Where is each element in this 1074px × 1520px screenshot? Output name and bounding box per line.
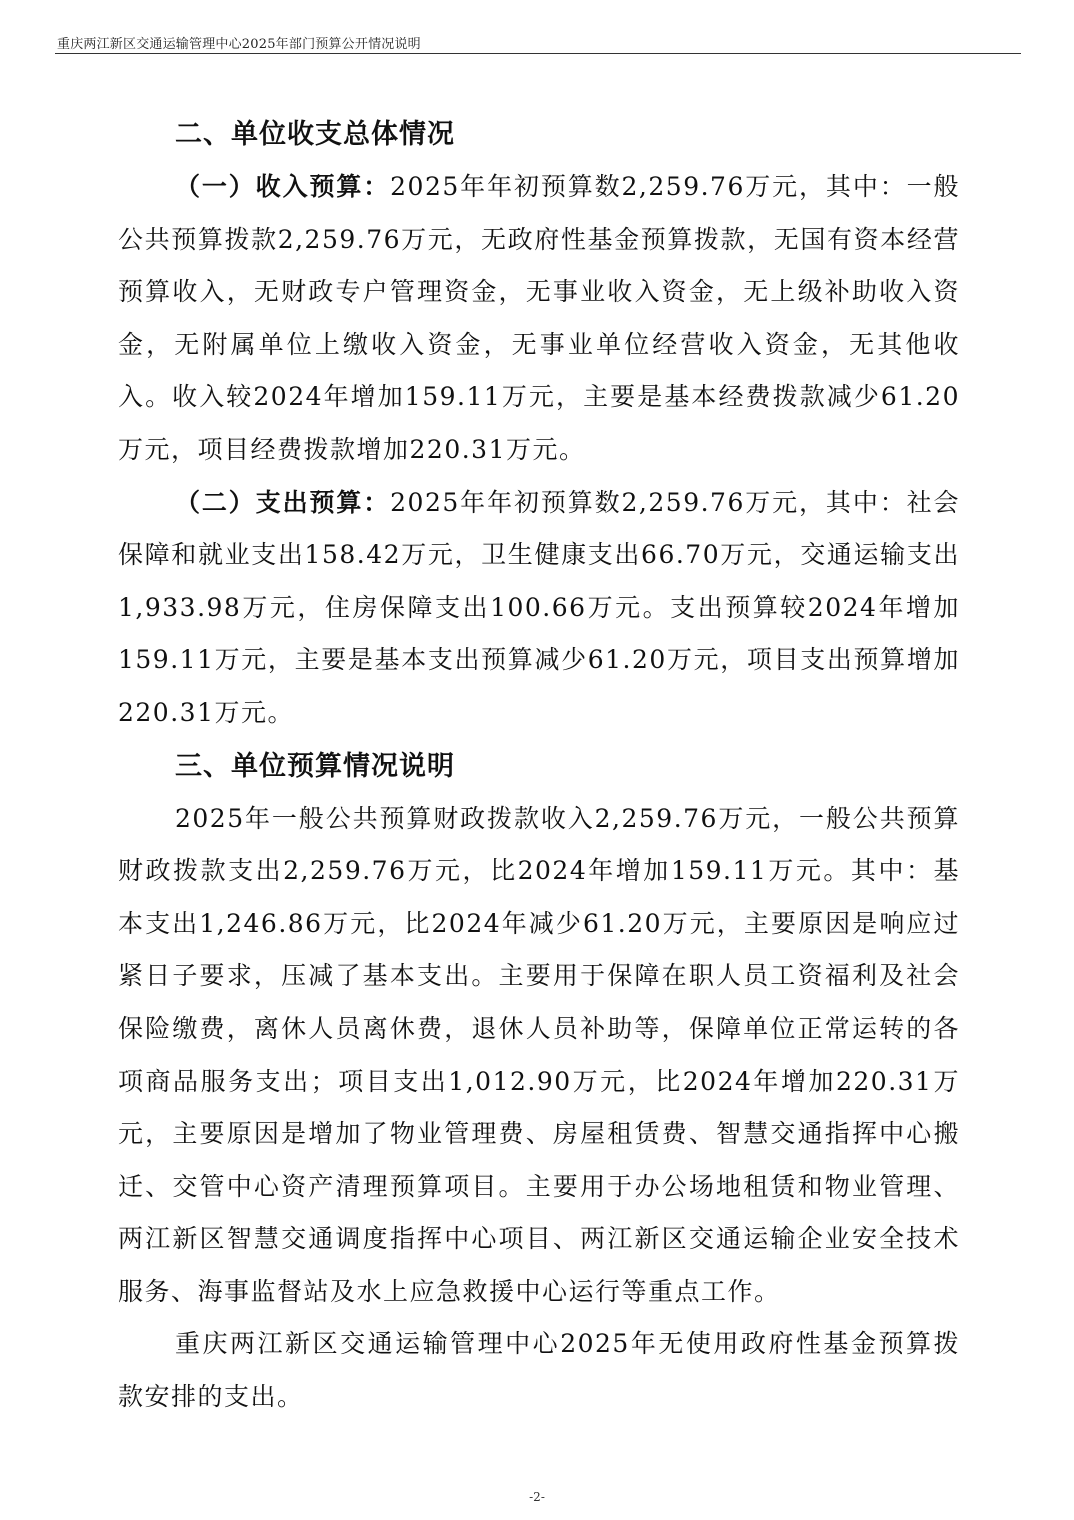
income-budget-lead: （一）收入预算：	[175, 172, 391, 201]
section-heading-budget: 三、单位预算情况说明	[175, 750, 455, 782]
expense-budget-lead: （二）支出预算：	[175, 487, 391, 517]
document-body	[118, 108, 960, 1424]
expense-budget-text: 2025年年初预算数2,259.76万元，其中：社会保障和就业支出158.42万元，卫生健康支出66.70万元，交通运输支出1,933.98万元，住房保障支出100.66万元。支出预算较2024年增加159.11万元，主要是基本支出预算减少61.20万元，项目支出预算增加220.31万元。	[118, 487, 960, 727]
section-heading-overall: 二、单位收支总体情况	[175, 119, 455, 150]
page-number: -2-	[529, 1490, 545, 1504]
header-divider	[55, 53, 1021, 54]
expense-budget-paragraph	[118, 477, 960, 740]
income-budget-text: 2025年年初预算数2,259.76万元，其中：一般公共预算拨款2,259.76万元，无政府性基金预算拨款，无国有资本经营预算收入，无财政专户管理资金，无事业收入资金，无上级补助收入资金，无附属单位上缴收入资金，无事业单位经营收入资金，无其他收入。收入较2024年增加159.11万元，主要是基本经费拨款减少61.20万元，项目经费拨款增加220.31万元。	[118, 172, 960, 464]
general-budget-paragraph: 2025年一般公共预算财政拨款收入2,259.76万元，一般公共预算财政拨款支出2,259.76万元，比2024年增加159.11万元。其中：基本支出1,246.86万元，比2024年减少61.20万元，主要原因是响应过紧日子要求，压减了基本支出。主要用于保障在职人员工资福利及社会保险缴费，离休人员离休费，退休人员补助等，保障单位正常运转的各项商品服务支出；项目支出1,012.90万元，比2024年增加220.31万元，主要原因是增加了物业管理费、房屋租赁费、智慧交通指挥中心搬迁、交管中心资产清理预算项目。主要用于办公场地租赁和物业管理、两江新区智慧交通调度指挥中心项目、两江新区交通运输企业安全技术服务、海事监督站及水上应急救援中心运行等重点工作。	[118, 803, 960, 1306]
fund-budget-paragraph: 重庆两江新区交通运输管理中心2025年无使用政府性基金预算拨款安排的支出。	[118, 1329, 960, 1412]
income-budget-paragraph	[118, 161, 960, 477]
running-header: 重庆两江新区交通运输管理中心2025年部门预算公开情况说明	[57, 37, 421, 52]
